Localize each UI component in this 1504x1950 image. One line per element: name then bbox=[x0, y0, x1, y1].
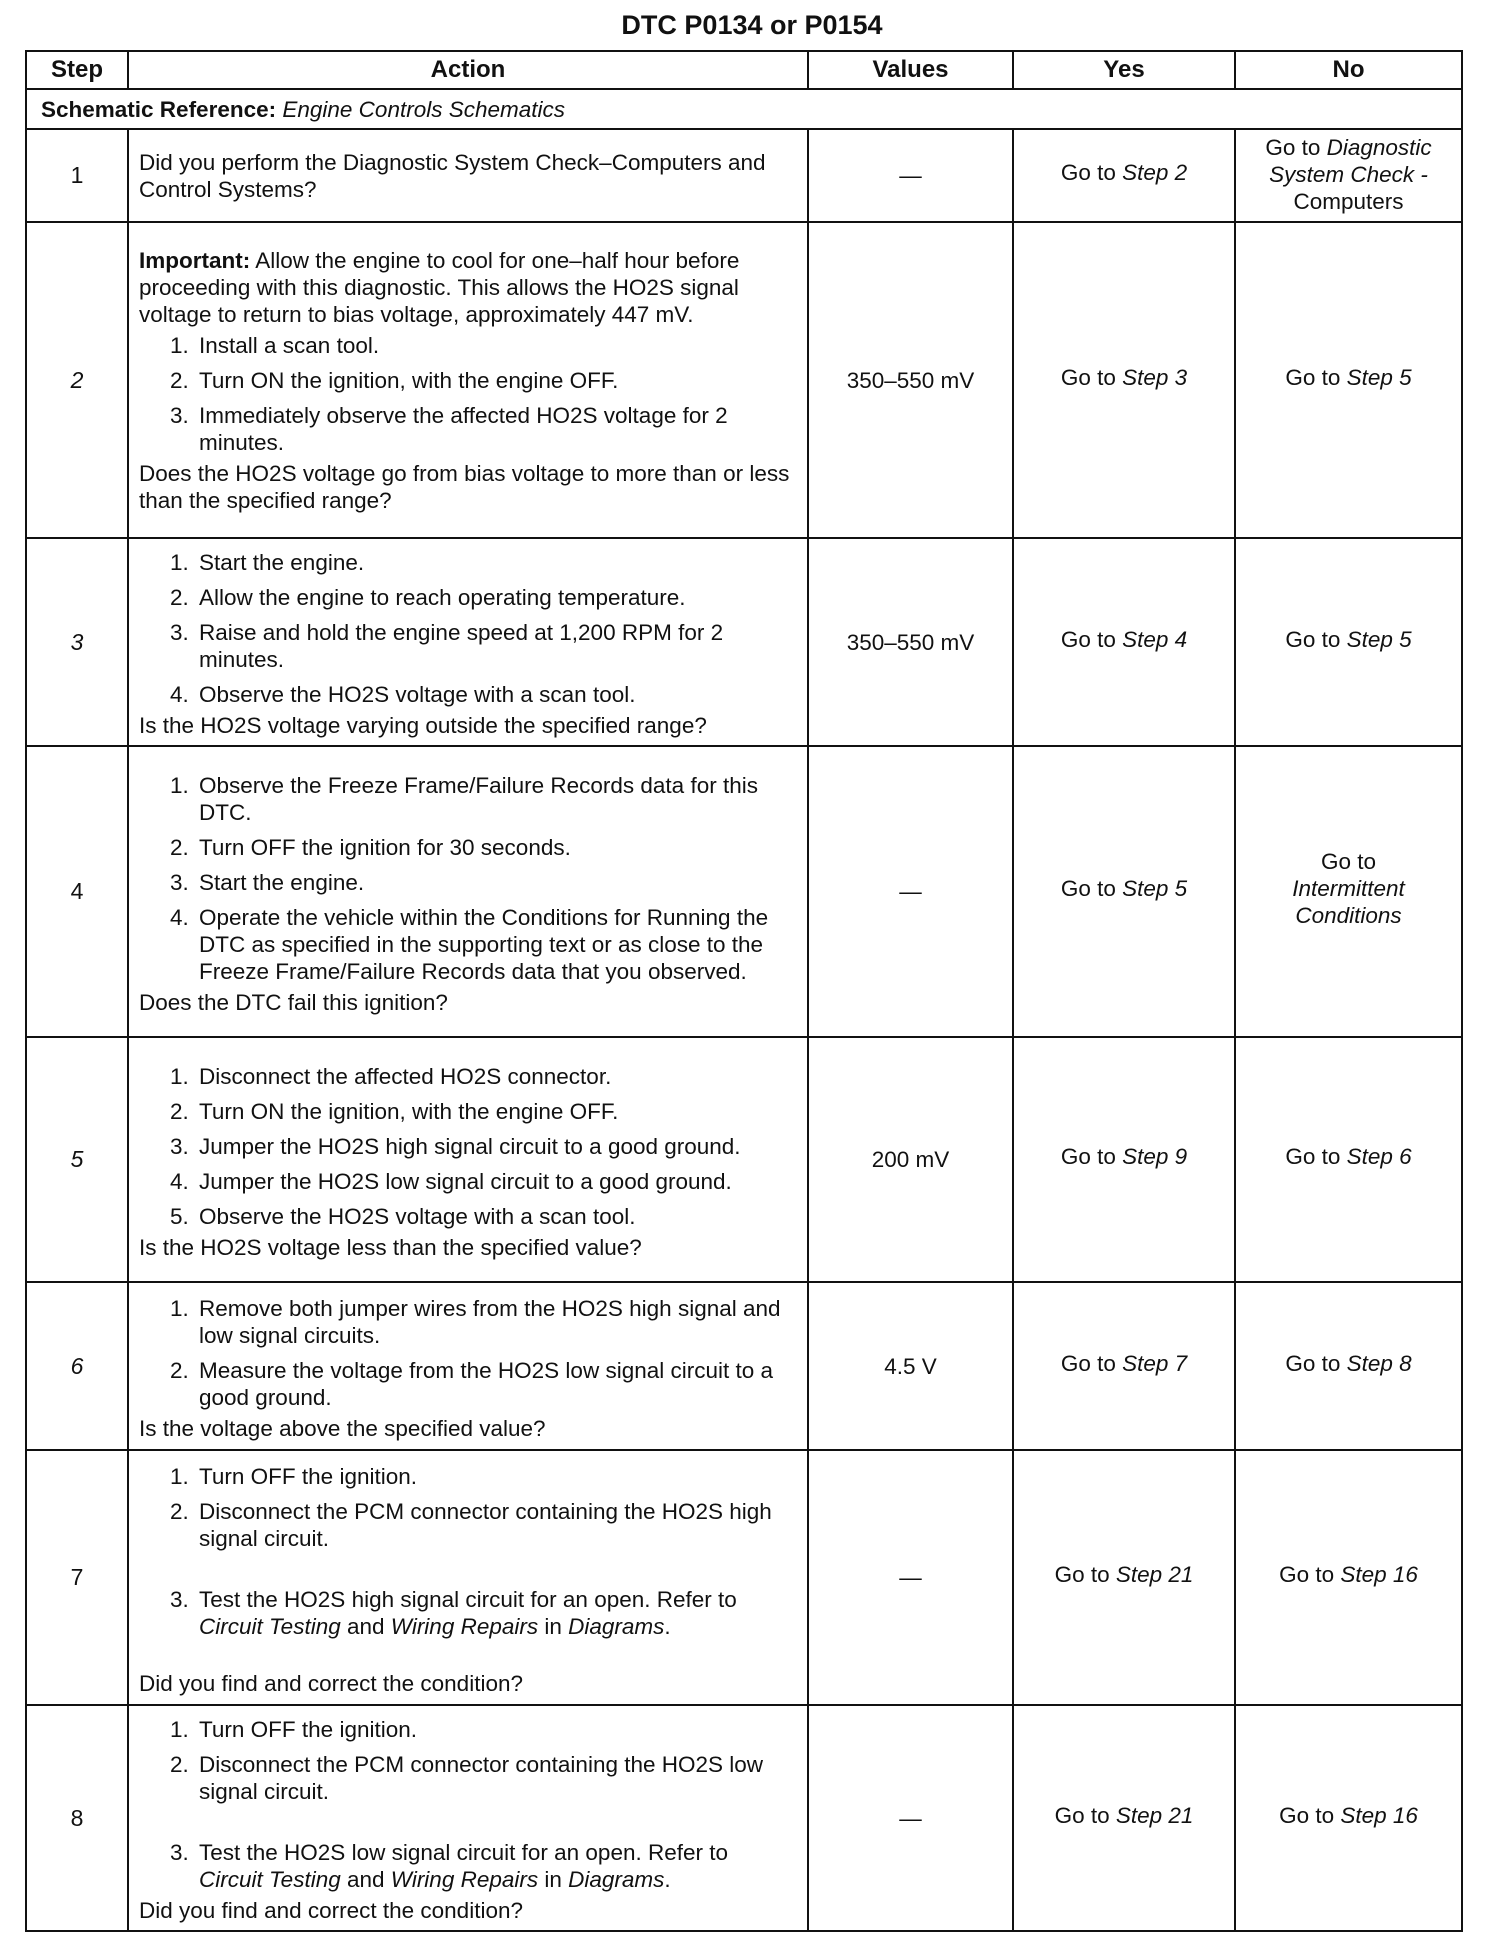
action-text: Did you perform the Diagnostic System Check–Computers and Control Systems? bbox=[139, 149, 766, 202]
list-item: 2. Turn ON the ignition, with the engine OFF. bbox=[195, 1098, 797, 1125]
goto-prefix: Go to bbox=[1060, 364, 1123, 390]
yes-cell bbox=[1013, 538, 1235, 746]
yes-step-link[interactable]: Step 5 bbox=[1122, 876, 1188, 901]
schematic-reference-label: Schematic Reference: bbox=[41, 96, 277, 122]
list-item: 3. Raise and hold the engine speed at 1,200 RPM for 2 minutes. bbox=[195, 619, 797, 673]
diagrams-link[interactable]: Diagrams bbox=[568, 1613, 665, 1639]
list-item: 2. Turn OFF the ignition for 30 seconds. bbox=[195, 834, 797, 861]
yes-cell bbox=[1013, 746, 1235, 1037]
action-cell bbox=[128, 746, 808, 1037]
header-values: Values bbox=[808, 51, 1013, 89]
important-note bbox=[139, 247, 797, 328]
item-text: and bbox=[340, 1613, 391, 1639]
no-cell bbox=[1235, 129, 1462, 222]
no-line-3: Computers bbox=[1293, 189, 1404, 214]
action-list bbox=[139, 772, 797, 985]
values-cell: 200 mV bbox=[808, 1037, 1013, 1282]
values-cell: — bbox=[808, 1450, 1013, 1705]
item-text: in bbox=[538, 1867, 569, 1892]
table-row bbox=[26, 538, 1462, 746]
important-text: Allow the engine to cool for one–half hour before proceeding with this diagnostic. This allows the HO2S signal voltage to return to bias voltage, approximately 447 mV. bbox=[139, 247, 740, 327]
list-item bbox=[195, 1839, 797, 1893]
header-row bbox=[26, 51, 1462, 89]
action-question: Is the HO2S voltage less than the specified value? bbox=[139, 1234, 642, 1260]
no-step-link[interactable]: Step 8 bbox=[1346, 1350, 1412, 1376]
important-label: Important: bbox=[139, 247, 251, 273]
action-list bbox=[139, 1295, 797, 1411]
goto-prefix: Go to bbox=[1265, 135, 1327, 160]
action-cell bbox=[128, 1705, 808, 1931]
action-question: Does the DTC fail this ignition? bbox=[139, 989, 448, 1015]
action-cell bbox=[128, 129, 808, 222]
action-cell bbox=[128, 222, 808, 538]
goto-prefix: Go to bbox=[1285, 626, 1347, 652]
yes-step-link[interactable]: Step 3 bbox=[1122, 364, 1188, 390]
yes-cell bbox=[1013, 1282, 1235, 1450]
yes-step-link[interactable]: Step 21 bbox=[1115, 1802, 1194, 1828]
no-ref-link[interactable]: Diagnostic bbox=[1326, 135, 1432, 160]
values-cell: — bbox=[808, 746, 1013, 1037]
list-item: 3. Immediately observe the affected HO2S voltage for 2 minutes. bbox=[195, 402, 797, 456]
no-cell bbox=[1235, 538, 1462, 746]
list-item: 4. Jumper the HO2S low signal circuit to a good ground. bbox=[195, 1168, 797, 1195]
yes-cell bbox=[1013, 129, 1235, 222]
action-cell bbox=[128, 1450, 808, 1705]
list-item: 3. Start the engine. bbox=[195, 869, 797, 896]
goto-prefix: Go to bbox=[1060, 1144, 1123, 1169]
no-cell bbox=[1235, 1705, 1462, 1931]
table-row bbox=[26, 129, 1462, 222]
yes-cell bbox=[1013, 222, 1235, 538]
no-cell bbox=[1235, 1037, 1462, 1282]
list-item bbox=[195, 1586, 797, 1640]
goto-prefix: Go to bbox=[1060, 876, 1123, 901]
no-cell bbox=[1235, 746, 1462, 1037]
step-number: 2 bbox=[26, 222, 128, 538]
goto-prefix: Go to bbox=[1060, 160, 1123, 185]
goto-prefix: Go to bbox=[1054, 1802, 1116, 1828]
yes-cell bbox=[1013, 1037, 1235, 1282]
diagrams-link[interactable]: Diagrams bbox=[568, 1867, 665, 1892]
table-row bbox=[26, 222, 1462, 538]
goto-prefix: Go to bbox=[1279, 1562, 1341, 1587]
step-number: 4 bbox=[26, 746, 128, 1037]
table-row bbox=[26, 1282, 1462, 1450]
schematic-reference-row bbox=[26, 89, 1462, 129]
no-cell bbox=[1235, 1450, 1462, 1705]
circuit-testing-link[interactable]: Circuit Testing bbox=[199, 1613, 341, 1639]
list-item: 2. Allow the engine to reach operating temperature. bbox=[195, 584, 797, 611]
yes-step-link[interactable]: Step 21 bbox=[1115, 1562, 1194, 1587]
circuit-testing-link[interactable]: Circuit Testing bbox=[199, 1867, 341, 1892]
no-step-link[interactable]: Step 16 bbox=[1340, 1562, 1418, 1587]
table-row bbox=[26, 1037, 1462, 1282]
wiring-repairs-link[interactable]: Wiring Repairs bbox=[390, 1613, 539, 1639]
yes-step-link[interactable]: Step 7 bbox=[1122, 1350, 1188, 1376]
no-cell bbox=[1235, 1282, 1462, 1450]
action-list bbox=[139, 1463, 797, 1640]
yes-step-link[interactable]: Step 4 bbox=[1122, 626, 1188, 652]
list-item: 3. Jumper the HO2S high signal circuit to a good ground. bbox=[195, 1133, 797, 1160]
table-row bbox=[26, 1705, 1462, 1931]
step-number: 8 bbox=[26, 1705, 128, 1931]
table-row bbox=[26, 746, 1462, 1037]
values-cell: — bbox=[808, 1705, 1013, 1931]
no-step-link[interactable]: Step 5 bbox=[1346, 626, 1412, 652]
no-step-link[interactable]: Step 16 bbox=[1340, 1802, 1418, 1828]
list-item: 4. Operate the vehicle within the Conditions for Running the DTC as specified in the supporting text or as close to the Freeze Frame/Failure Records data that you observed. bbox=[195, 904, 797, 985]
item-text: Test the HO2S low signal circuit for an open. Refer to bbox=[199, 1840, 729, 1865]
item-text: . bbox=[664, 1613, 671, 1639]
item-text: Test the HO2S high signal circuit for an open. Refer to bbox=[199, 1586, 737, 1612]
no-ref-link-2[interactable]: Conditions bbox=[1295, 903, 1402, 928]
schematic-reference-link[interactable]: Engine Controls Schematics bbox=[282, 96, 566, 122]
list-item: 1. Install a scan tool. bbox=[195, 332, 797, 359]
header-action: Action bbox=[128, 51, 808, 89]
action-list bbox=[139, 549, 797, 708]
goto-prefix: Go to bbox=[1060, 626, 1123, 652]
action-cell bbox=[128, 538, 808, 746]
schematic-reference bbox=[26, 89, 1462, 129]
wiring-repairs-link[interactable]: Wiring Repairs bbox=[390, 1867, 539, 1892]
list-item: 1. Start the engine. bbox=[195, 549, 797, 576]
header-yes: Yes bbox=[1013, 51, 1235, 89]
list-item: 2. Turn ON the ignition, with the engine OFF. bbox=[195, 367, 797, 394]
list-item: 1. Remove both jumper wires from the HO2S high signal and low signal circuits. bbox=[195, 1295, 797, 1349]
yes-cell bbox=[1013, 1705, 1235, 1931]
yes-step-link[interactable]: Step 2 bbox=[1122, 160, 1188, 185]
no-cell bbox=[1235, 222, 1462, 538]
list-item: 1. Disconnect the affected HO2S connector. bbox=[195, 1063, 797, 1090]
item-text: in bbox=[538, 1613, 569, 1639]
list-item: 2. Disconnect the PCM connector containing the HO2S low signal circuit. bbox=[195, 1751, 797, 1805]
list-item: 5. Observe the HO2S voltage with a scan tool. bbox=[195, 1203, 797, 1230]
no-ref-link[interactable]: Intermittent bbox=[1292, 876, 1405, 901]
diagnostic-table bbox=[25, 50, 1463, 1932]
values-cell: — bbox=[808, 129, 1013, 222]
item-text: and bbox=[340, 1867, 391, 1892]
list-item: 1. Turn OFF the ignition. bbox=[195, 1463, 797, 1490]
no-step-link[interactable]: Step 5 bbox=[1346, 364, 1412, 390]
step-number: 6 bbox=[26, 1282, 128, 1450]
action-question: Is the HO2S voltage varying outside the specified range? bbox=[139, 713, 707, 738]
no-line-1 bbox=[1240, 134, 1457, 161]
action-cell bbox=[128, 1037, 808, 1282]
step-number: 1 bbox=[26, 129, 128, 222]
header-step: Step bbox=[26, 51, 128, 89]
action-question: Does the HO2S voltage go from bias voltage to more than or less than the specified range? bbox=[139, 460, 790, 513]
step-number: 3 bbox=[26, 538, 128, 746]
goto-prefix: Go to bbox=[1285, 364, 1347, 390]
yes-step-link[interactable]: Step 9 bbox=[1122, 1144, 1188, 1169]
step-number: 5 bbox=[26, 1037, 128, 1282]
action-list bbox=[139, 1063, 797, 1230]
goto-prefix: Go to bbox=[1285, 1144, 1347, 1169]
goto-prefix: Go to bbox=[1054, 1562, 1116, 1587]
values-cell: 350–550 mV bbox=[808, 222, 1013, 538]
list-item: 2. Disconnect the PCM connector containing the HO2S high signal circuit. bbox=[195, 1498, 797, 1552]
action-cell bbox=[128, 1282, 808, 1450]
goto-prefix: Go to bbox=[1060, 1350, 1123, 1376]
action-question: Did you find and correct the condition? bbox=[139, 1898, 523, 1923]
goto-prefix: Go to bbox=[1285, 1350, 1347, 1376]
no-line-1: Go to bbox=[1320, 849, 1377, 874]
no-step-link[interactable]: Step 6 bbox=[1346, 1144, 1412, 1169]
yes-cell bbox=[1013, 1450, 1235, 1705]
action-question: Is the voltage above the specified value? bbox=[139, 1415, 546, 1441]
action-list bbox=[139, 1716, 797, 1893]
action-list bbox=[139, 332, 797, 456]
values-cell: 350–550 mV bbox=[808, 538, 1013, 746]
list-item: 1. Turn OFF the ignition. bbox=[195, 1716, 797, 1743]
list-item: 1. Observe the Freeze Frame/Failure Records data for this DTC. bbox=[195, 772, 797, 826]
document-title: DTC P0134 or P0154 bbox=[621, 10, 883, 40]
step-number: 7 bbox=[26, 1450, 128, 1705]
table-row bbox=[26, 1450, 1462, 1705]
list-item: 2. Measure the voltage from the HO2S low signal circuit to a good ground. bbox=[195, 1357, 797, 1411]
values-cell: 4.5 V bbox=[808, 1282, 1013, 1450]
item-text: . bbox=[664, 1867, 671, 1892]
list-item: 4. Observe the HO2S voltage with a scan tool. bbox=[195, 681, 797, 708]
no-line-2[interactable]: System Check - bbox=[1269, 162, 1428, 187]
goto-prefix: Go to bbox=[1279, 1802, 1341, 1828]
action-question: Did you find and correct the condition? bbox=[139, 1670, 523, 1696]
header-no: No bbox=[1235, 51, 1462, 89]
